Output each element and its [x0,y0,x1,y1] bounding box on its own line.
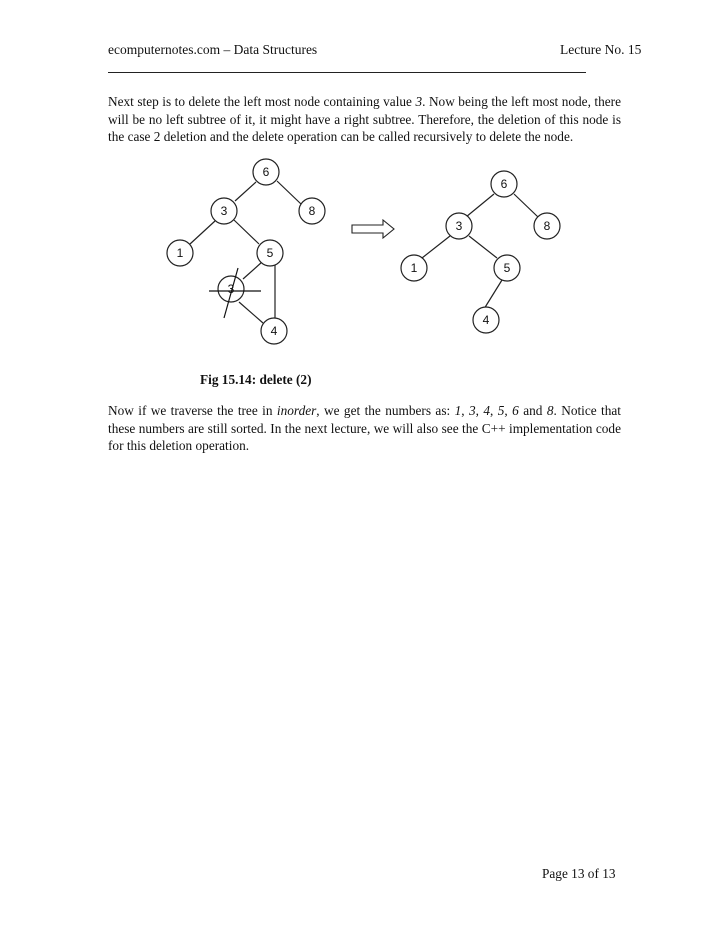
number-3: 3 [468,403,476,418]
traversal-text-3: . Notice that these numbers are still sorted. In the next lecture, we will also see the C++ implementation code for this deletion operation. [108,403,621,454]
edge-3-1 [190,221,215,244]
node-label-5: 5 [266,246,274,260]
node-label-8: 8 [308,204,316,218]
number-5: 5 [497,403,505,418]
node-label-1: 1 [176,246,184,260]
number-8: 8 [546,403,554,418]
sep-2: , [475,403,484,418]
value-3: 3 [415,94,423,109]
node-label-3-deleted: 3 [227,282,235,296]
paragraph-intro-text-1: Next step is to delete the left most node containing value [108,94,416,109]
edge-r3-r5 [469,236,497,258]
edge-6-3 [235,182,256,201]
header-title: ecomputernotes.com – Data Structures [108,42,318,57]
edge-3-5 [234,220,259,244]
number-4: 4 [483,403,491,418]
node-label-3: 3 [220,204,228,218]
figure-caption: Fig 15.14: delete (2) [200,372,312,387]
paragraph-intro-text-2: . Now being the left most node, there will be no left subtree of it, it might have a right subtree. Therefore, the deletion of this node is the case 2 deletion and the delete operation can be called recursively to delete the node. [108,94,621,145]
node-label-r1: 1 [410,261,418,275]
edge-r3-r1 [422,236,450,258]
edge-5-3del [243,262,262,279]
number-6: 6 [512,403,519,418]
number-1: 1 [454,403,462,418]
traversal-text-2: , we get the numbers as: [316,403,455,418]
edge-3del-4 [239,302,263,323]
edge-6-8 [277,181,301,204]
page-number: Page 13 of 13 [542,866,616,881]
edge-r5-r4 [484,280,502,309]
node-label-r4: 4 [482,313,490,327]
term-inorder: inorder [276,403,317,418]
sep-1: , [461,403,469,418]
node-label-4: 4 [270,324,278,338]
edge-r6-r8 [514,194,538,217]
node-label-r3: 3 [455,219,463,233]
paragraph-traversal [108,402,621,455]
node-label-r6: 6 [500,177,508,191]
lecture-number: Lecture No. 15 [560,42,642,57]
node-label-6: 6 [262,165,270,179]
sep-4: , [504,403,513,418]
node-label-r5: 5 [503,261,511,275]
sep-5: and [518,403,547,418]
traversal-text-1: Now if we traverse the tree in [108,403,277,418]
sep-3: , [490,403,498,418]
right-arrow-icon [352,220,394,238]
edge-r6-r3 [466,194,494,217]
node-label-r8: 8 [543,219,551,233]
